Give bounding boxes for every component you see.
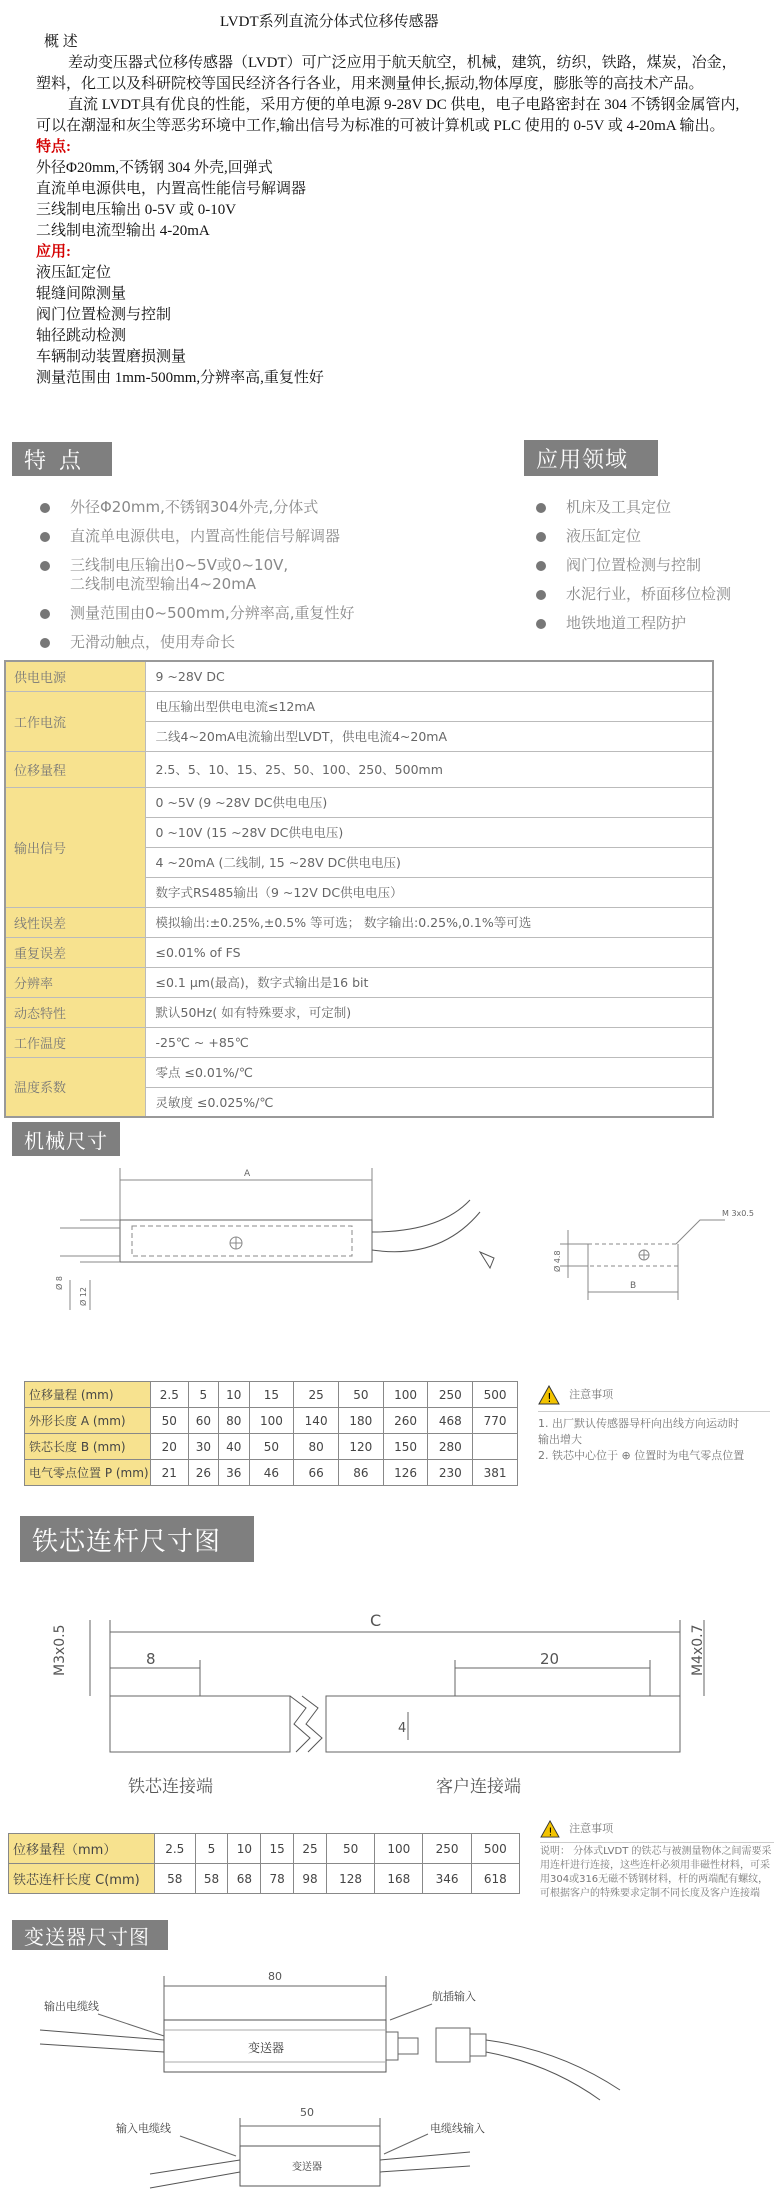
- app-item: 液压缸定位: [528, 527, 768, 546]
- dim-cell: 260: [383, 1408, 428, 1434]
- core-8-label: 8: [146, 1650, 156, 1668]
- intro-app: 测量范围由 1mm-500mm,分辨率高,重复性好: [36, 370, 324, 386]
- page-title: LVDT系列直流分体式位移传感器: [220, 14, 439, 30]
- table-row: [5, 937, 713, 967]
- app-item: 阀门位置检测与控制: [528, 556, 768, 575]
- warning-icon: [540, 1820, 560, 1838]
- dim-cell: 168: [375, 1864, 423, 1894]
- table-row: [5, 907, 713, 937]
- spec-label: 工作温度: [5, 1027, 145, 1057]
- dim-cell: 250: [423, 1834, 471, 1864]
- dim-cell: 78: [261, 1864, 294, 1894]
- app-item: 水泥行业，桥面移位检测: [528, 585, 768, 604]
- dim-cell: 20: [151, 1434, 189, 1460]
- core-c-label: C: [370, 1611, 382, 1630]
- intro-feature: 外径Φ20mm,不锈钢 304 外壳,回弹式: [36, 160, 273, 176]
- note-text: 说明： 分体式LVDT 的铁芯与被测量物体之间需要采用连杆进行连接，这些连杆必须用非磁性材料，可采用304或316无磁不锈钢材料，杆的两端配有螺纹，可根据客户的特殊要求定制不同长度及客户连接端: [540, 1845, 772, 1899]
- apps-label: 应用:: [36, 244, 71, 260]
- feature-item: 外径Φ20mm,不锈钢304外壳,分体式: [32, 498, 452, 517]
- svg-text:!: !: [548, 1824, 553, 1838]
- dim-m3-label: M 3x0.5: [722, 1209, 754, 1218]
- core-20-label: 20: [540, 1650, 560, 1668]
- dim-cell: 381: [473, 1460, 518, 1486]
- intro-text: [36, 32, 744, 389]
- dim-cell: 50: [326, 1834, 374, 1864]
- feature-item: 测量范围由0~500mm,分辨率高,重复性好: [32, 604, 452, 623]
- trans-out-label: 输出电缆线: [44, 2000, 99, 2013]
- trans-body2-label: 变送器: [292, 2162, 322, 2173]
- mech-dim-table: [24, 1381, 518, 1486]
- dim-cell: 126: [383, 1460, 428, 1486]
- dim-header: 铁芯连杆长度 C(mm): [9, 1864, 155, 1894]
- table-row: [5, 967, 713, 997]
- dim-cell: 10: [219, 1382, 249, 1408]
- core-drawing: [0, 1600, 780, 1810]
- warning-icon: [538, 1385, 560, 1405]
- dim-cell: 140: [294, 1408, 339, 1434]
- spec-value: 电压输出型供电电流≤12mA: [145, 691, 713, 721]
- features-header: 特 点: [12, 442, 112, 476]
- table-row: [5, 691, 713, 721]
- dim-cell: 468: [428, 1408, 473, 1434]
- dim-cell: 36: [219, 1460, 249, 1486]
- transmitter-drawing: [0, 1960, 780, 2200]
- dim-cell: 50: [339, 1382, 384, 1408]
- spec-label: 工作电流: [5, 691, 145, 751]
- dim-cell: 346: [423, 1864, 471, 1894]
- note-line: 2. 铁芯中心位于 ⊕ 位置时为电气零点位置: [538, 1448, 745, 1462]
- spec-value: 灵敏度 ≤0.025%/℃: [145, 1087, 713, 1117]
- mech-notes: [538, 1384, 770, 1464]
- intro-paragraph-2: 直流 LVDT具有优良的性能，采用方便的单电源 9-28V DC 供电，电子电路密封在 304 不锈钢金属管内,可以在潮湿和灰尘等恶劣环境中工作,输出信号为标准的可被计算机或 PLC 使用的 0-5V 或 4-20mA 输出。: [36, 97, 740, 134]
- dim-cell: 10: [228, 1834, 261, 1864]
- spec-value: 默认50Hz( 如有特殊要求，可定制): [145, 997, 713, 1027]
- intro-app: 阀门位置检测与控制: [36, 307, 172, 323]
- trans-in2-label: 输入电缆线: [116, 2122, 171, 2135]
- table-row: [25, 1408, 518, 1434]
- dim-header: 外形长度 A (mm): [25, 1408, 151, 1434]
- table-row: [5, 661, 713, 691]
- apps-list: [528, 498, 768, 643]
- feature-item: 直流单电源供电，内置高性能信号解调器: [32, 527, 452, 546]
- spec-value: 二线4~20mA电流输出型LVDT，供电电流4~20mA: [145, 721, 713, 751]
- core-4-label: 4: [398, 1721, 407, 1736]
- dim-cell: 15: [249, 1382, 294, 1408]
- table-row: [5, 787, 713, 817]
- spec-value: 4 ~20mA (二线制, 15 ~28V DC供电电压): [145, 847, 713, 877]
- core-left-label: 铁芯连接端: [128, 1777, 213, 1797]
- intro-paragraph-1: 差动变压器式位移传感器（LVDT）可广泛应用于航天航空，机械，建筑，纺织，铁路，煤炭，冶金，塑料，化工以及科研院校等国民经济各行各业，用来测量伸长,振动,物体厚度，膨胀等的高技术产品。: [36, 55, 737, 92]
- core-header: 铁芯连杆尺寸图: [20, 1516, 254, 1562]
- spec-value: 2.5、5、10、15、25、50、100、250、500mm: [145, 751, 713, 787]
- note-title: 注意事项: [569, 1821, 614, 1835]
- dim-header: 位移量程（mm）: [9, 1834, 155, 1864]
- intro-app: 液压缸定位: [36, 265, 112, 281]
- feature-item: 无滑动触点，使用寿命长: [32, 633, 452, 652]
- dim-cell: 58: [155, 1864, 196, 1894]
- dim-cell: 180: [339, 1408, 384, 1434]
- table-row: [25, 1382, 518, 1408]
- dim-cell: 100: [375, 1834, 423, 1864]
- intro-feature: 二线制电流型输出 4-20mA: [36, 223, 210, 239]
- dim-cell: 68: [228, 1864, 261, 1894]
- transmitter-header: 变送器尺寸图: [12, 1920, 168, 1950]
- dim-cell: 46: [249, 1460, 294, 1486]
- dim-cell: 128: [326, 1864, 374, 1894]
- dim-cell: 230: [428, 1460, 473, 1486]
- dim-cell: 5: [195, 1834, 228, 1864]
- dim-cell: 5: [188, 1382, 218, 1408]
- spec-label: 动态特性: [5, 997, 145, 1027]
- spec-label: 重复误差: [5, 937, 145, 967]
- table-row: [9, 1864, 520, 1894]
- features-label: 特点:: [36, 139, 71, 155]
- table-row: [5, 751, 713, 787]
- dim-cell: 770: [473, 1408, 518, 1434]
- feature-item: [32, 556, 452, 575]
- intro-feature: 直流单电源供电，内置高性能信号解调器: [36, 181, 307, 197]
- apps-header: 应用领域: [524, 440, 658, 476]
- spec-value: ≤0.1 μm(最高)，数字式输出是16 bit: [145, 967, 713, 997]
- dim-cell: 66: [294, 1460, 339, 1486]
- dim-cell: 150: [383, 1434, 428, 1460]
- spec-value: ≤0.01% of FS: [145, 937, 713, 967]
- mech-drawing: [0, 1160, 780, 1360]
- dim-cell: 2.5: [151, 1382, 189, 1408]
- dim-cell: 98: [294, 1864, 327, 1894]
- note-line: 1. 出厂默认传感器导杆向出线方向运动时: [538, 1416, 739, 1430]
- dim-cell: 618: [471, 1864, 519, 1894]
- dim-phi12-label: Ø 12: [79, 1286, 88, 1306]
- svg-text:!: !: [547, 1390, 552, 1405]
- table-row: [25, 1434, 518, 1460]
- intro-feature: 三线制电压输出 0-5V 或 0-10V: [36, 202, 237, 218]
- dim-cell: 40: [219, 1434, 249, 1460]
- spec-value: 0 ~5V (9 ~28V DC供电电压): [145, 787, 713, 817]
- dim-cell: 120: [339, 1434, 384, 1460]
- spec-value: 9 ~28V DC: [145, 661, 713, 691]
- dim-cell: 25: [294, 1834, 327, 1864]
- feature-item-line: 三线制电压输出0~5V或0~10V,: [70, 556, 289, 574]
- dim-cell: 25: [294, 1382, 339, 1408]
- spec-value: 模拟输出:±0.25%,±0.5% 等可选； 数字输出:0.25%,0.1%等可选: [145, 907, 713, 937]
- spec-value: 零点 ≤0.01%/℃: [145, 1057, 713, 1087]
- table-row: [5, 1057, 713, 1087]
- spec-label: 输出信号: [5, 787, 145, 907]
- feature-item-cont: 二线制电流型输出4~20mA: [70, 575, 257, 593]
- features-list: [32, 498, 452, 662]
- dim-cell: 50: [249, 1434, 294, 1460]
- dim-cell: 58: [195, 1864, 228, 1894]
- intro-app: 车辆制动装置磨损测量: [36, 349, 187, 365]
- note-title: 注意事项: [569, 1387, 614, 1401]
- spec-label: 供电电源: [5, 661, 145, 691]
- dim-cell: 100: [383, 1382, 428, 1408]
- core-m3-label: M3x0.5: [52, 1624, 68, 1676]
- trans-50-label: 50: [300, 2106, 314, 2119]
- spec-label: 温度系数: [5, 1057, 145, 1117]
- app-item: 机床及工具定位: [528, 498, 768, 517]
- dim-header: 位移量程 (mm): [25, 1382, 151, 1408]
- dim-header: 电气零点位置 P (mm): [25, 1460, 151, 1486]
- dim-b-label: B: [630, 1281, 637, 1291]
- dim-cell: 21: [151, 1460, 189, 1486]
- dim-cell: [473, 1434, 518, 1460]
- app-item: 地铁地道工程防护: [528, 614, 768, 633]
- dim-cell: 26: [188, 1460, 218, 1486]
- dim-header: 铁芯长度 B (mm): [25, 1434, 151, 1460]
- dim-cell: 30: [188, 1434, 218, 1460]
- dim-cell: 15: [261, 1834, 294, 1864]
- spec-table: [4, 660, 714, 1118]
- dim-a-label: A: [244, 1169, 251, 1179]
- trans-out2-label: 电缆线输入: [430, 2122, 485, 2135]
- core-right-label: 客户连接端: [436, 1777, 521, 1797]
- spec-value: -25℃ ~ +85℃: [145, 1027, 713, 1057]
- dim-cell: 500: [473, 1382, 518, 1408]
- dim-cell: 80: [294, 1434, 339, 1460]
- intro-app: 轴径跳动检测: [36, 328, 127, 344]
- overview-label: 概 述: [44, 34, 78, 50]
- dim-phi4-label: Ø 4.8: [553, 1250, 562, 1272]
- mech-header: 机械尺寸: [12, 1122, 120, 1156]
- dim-cell: 500: [471, 1834, 519, 1864]
- trans-body-label: 变送器: [248, 2041, 285, 2055]
- spec-label: 线性误差: [5, 907, 145, 937]
- table-row: [25, 1460, 518, 1486]
- note-line: 输出增大: [538, 1432, 582, 1446]
- dim-cell: 100: [249, 1408, 294, 1434]
- core-notes: [540, 1818, 774, 1902]
- trans-80-label: 80: [268, 1970, 282, 1983]
- dim-cell: 86: [339, 1460, 384, 1486]
- dim-cell: 2.5: [155, 1834, 196, 1864]
- core-dim-table: [8, 1833, 520, 1894]
- dim-cell: 60: [188, 1408, 218, 1434]
- core-m4-label: M4x0.7: [690, 1624, 706, 1676]
- dim-cell: 50: [151, 1408, 189, 1434]
- table-row: [9, 1834, 520, 1864]
- trans-in-label: 航插输入: [432, 1990, 476, 2003]
- table-row: [5, 997, 713, 1027]
- dim-cell: 80: [219, 1408, 249, 1434]
- spec-value: 数字式RS485输出（9 ~12V DC供电电压）: [145, 877, 713, 907]
- dim-cell: 250: [428, 1382, 473, 1408]
- dim-phi8-label: Ø 8: [55, 1276, 64, 1290]
- spec-value: 0 ~10V (15 ~28V DC供电电压): [145, 817, 713, 847]
- spec-label: 分辨率: [5, 967, 145, 997]
- dim-cell: 280: [428, 1434, 473, 1460]
- intro-app: 辊缝间隙测量: [36, 286, 127, 302]
- spec-label: 位移量程: [5, 751, 145, 787]
- table-row: [5, 1027, 713, 1057]
